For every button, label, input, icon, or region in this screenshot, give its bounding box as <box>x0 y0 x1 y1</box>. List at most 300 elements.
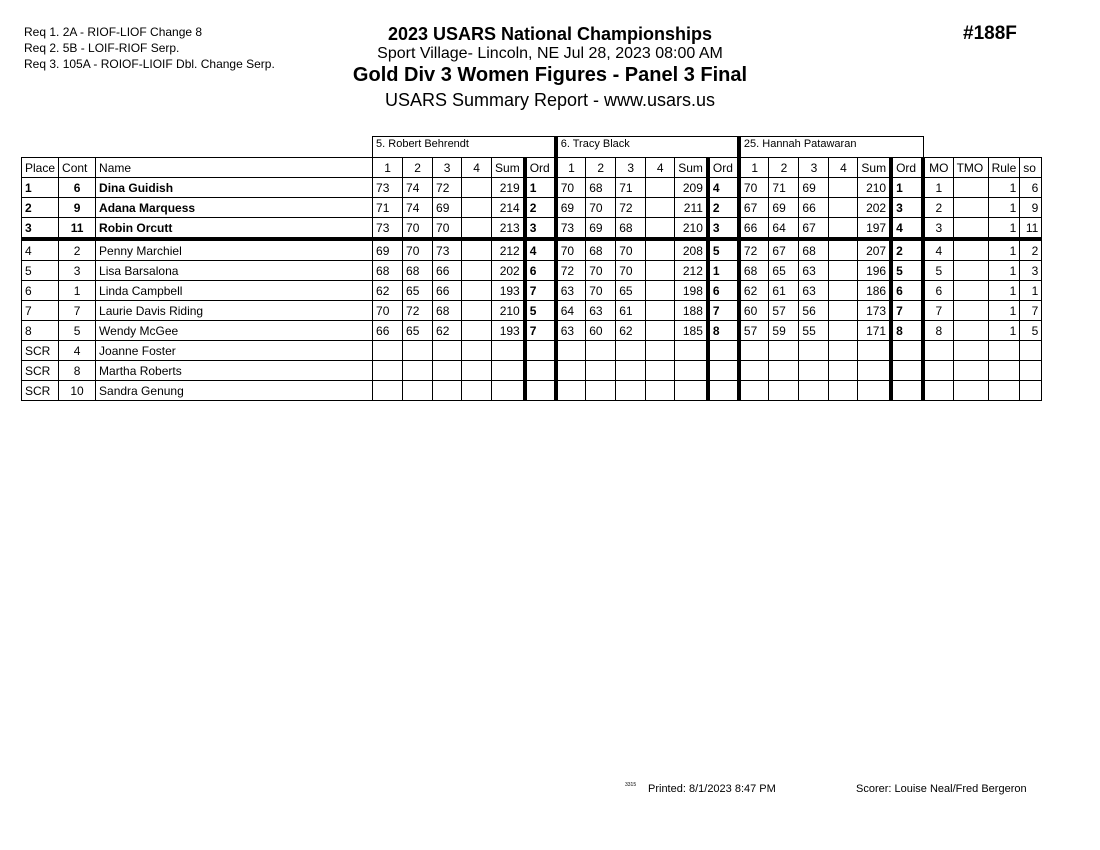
mo: 1 <box>923 178 953 198</box>
header-judge-col: Ord <box>525 158 556 178</box>
score: 66 <box>739 218 769 240</box>
score <box>829 198 858 218</box>
score: 57 <box>739 321 769 341</box>
so: 1 <box>1020 281 1042 301</box>
score <box>462 198 492 218</box>
cont: 2 <box>59 239 96 261</box>
header-place: Place <box>22 158 59 178</box>
place: 5 <box>22 261 59 281</box>
cont: 4 <box>59 341 96 361</box>
ordinal: 7 <box>891 301 923 321</box>
ordinal: 8 <box>891 321 923 341</box>
score <box>403 341 433 361</box>
rule: 1 <box>988 301 1020 321</box>
score-sum: 193 <box>492 321 525 341</box>
cont: 9 <box>59 198 96 218</box>
score <box>462 281 492 301</box>
ordinal <box>708 341 739 361</box>
score <box>646 178 675 198</box>
table-row <box>22 301 1042 321</box>
mo: 6 <box>923 281 953 301</box>
mo: 2 <box>923 198 953 218</box>
spacer <box>22 137 373 158</box>
ordinal: 4 <box>708 178 739 198</box>
so: 9 <box>1020 198 1042 218</box>
skater-name: Wendy McGee <box>96 321 373 341</box>
score-sum: 193 <box>492 281 525 301</box>
report-title: 2023 USARS National Championships <box>387 24 713 44</box>
requirement-1: Req 1. 2A - RIOF-LIOF Change 8 <box>24 25 203 39</box>
requirement-2: Req 2. 5B - LOIF-RIOF Serp. <box>24 41 180 55</box>
score <box>829 261 858 281</box>
score <box>769 341 799 361</box>
mo: 7 <box>923 301 953 321</box>
score <box>829 301 858 321</box>
ordinal: 4 <box>891 218 923 240</box>
tmo <box>953 301 988 321</box>
judge-header-row <box>22 137 1042 158</box>
rule: 1 <box>988 321 1020 341</box>
event-name: Gold Div 3 Women Figures - Panel 3 Final <box>352 64 748 86</box>
place: SCR <box>22 341 59 361</box>
rule <box>988 361 1020 381</box>
score: 69 <box>799 178 829 198</box>
rule <box>988 381 1020 401</box>
ordinal: 5 <box>525 301 556 321</box>
ordinal: 1 <box>525 178 556 198</box>
score <box>462 381 492 401</box>
score: 62 <box>616 321 646 341</box>
header-judge-col: 1 <box>739 158 769 178</box>
score-sum: 171 <box>858 321 891 341</box>
score: 70 <box>556 239 586 261</box>
so <box>1020 341 1042 361</box>
score: 72 <box>616 198 646 218</box>
score: 74 <box>403 178 433 198</box>
place: 8 <box>22 321 59 341</box>
header-judge-col: 3 <box>616 158 646 178</box>
place: SCR <box>22 381 59 401</box>
ordinal <box>525 341 556 361</box>
score: 66 <box>433 281 462 301</box>
score: 66 <box>433 261 462 281</box>
score-sum <box>858 341 891 361</box>
mo: 4 <box>923 239 953 261</box>
score: 63 <box>799 261 829 281</box>
score: 68 <box>799 239 829 261</box>
header-judge-col: 2 <box>586 158 616 178</box>
score-sum: 212 <box>492 239 525 261</box>
score <box>769 381 799 401</box>
tmo <box>953 361 988 381</box>
score <box>829 341 858 361</box>
score <box>586 381 616 401</box>
rule: 1 <box>988 198 1020 218</box>
tmo <box>953 261 988 281</box>
header-judge-col: 2 <box>769 158 799 178</box>
score: 73 <box>556 218 586 240</box>
header-judge-col: Sum <box>675 158 708 178</box>
score: 72 <box>403 301 433 321</box>
score-sum: 196 <box>858 261 891 281</box>
skater-name: Martha Roberts <box>96 361 373 381</box>
score <box>373 361 403 381</box>
score <box>462 178 492 198</box>
skater-name: Lisa Barsalona <box>96 261 373 281</box>
score <box>462 341 492 361</box>
ordinal <box>708 361 739 381</box>
table-row <box>22 178 1042 198</box>
score <box>433 361 462 381</box>
score: 73 <box>373 218 403 240</box>
mo <box>923 341 953 361</box>
mo: 8 <box>923 321 953 341</box>
score-sum: 185 <box>675 321 708 341</box>
tmo <box>953 381 988 401</box>
score <box>616 381 646 401</box>
score <box>769 361 799 381</box>
score: 65 <box>616 281 646 301</box>
score: 71 <box>769 178 799 198</box>
cont: 5 <box>59 321 96 341</box>
cont: 7 <box>59 301 96 321</box>
score <box>829 321 858 341</box>
score-sum: 207 <box>858 239 891 261</box>
score: 60 <box>586 321 616 341</box>
mo <box>923 361 953 381</box>
score: 70 <box>586 281 616 301</box>
ordinal: 1 <box>708 261 739 281</box>
place: SCR <box>22 361 59 381</box>
table-row <box>22 198 1042 218</box>
score <box>403 361 433 381</box>
skater-name: Robin Orcutt <box>96 218 373 240</box>
score-sum: 186 <box>858 281 891 301</box>
table-row <box>22 218 1042 240</box>
ordinal <box>708 381 739 401</box>
rule <box>988 341 1020 361</box>
score: 70 <box>433 218 462 240</box>
score <box>799 341 829 361</box>
table-row <box>22 321 1042 341</box>
score <box>373 381 403 401</box>
so: 3 <box>1020 261 1042 281</box>
header-cont: Cont <box>59 158 96 178</box>
score-sum <box>675 361 708 381</box>
header-judge-col: Sum <box>492 158 525 178</box>
so: 6 <box>1020 178 1042 198</box>
score: 65 <box>769 261 799 281</box>
header-judge-col: 4 <box>646 158 675 178</box>
so: 7 <box>1020 301 1042 321</box>
score <box>646 321 675 341</box>
score <box>646 361 675 381</box>
score <box>739 341 769 361</box>
ordinal <box>525 381 556 401</box>
score: 70 <box>403 239 433 261</box>
cont: 6 <box>59 178 96 198</box>
ordinal: 6 <box>891 281 923 301</box>
score <box>403 381 433 401</box>
tmo <box>953 239 988 261</box>
place: 2 <box>22 198 59 218</box>
header-so: so <box>1020 158 1042 178</box>
table-row <box>22 281 1042 301</box>
score <box>829 178 858 198</box>
score: 65 <box>403 281 433 301</box>
skater-name: Sandra Genung <box>96 381 373 401</box>
score <box>646 381 675 401</box>
header-rule: Rule <box>988 158 1020 178</box>
ordinal: 5 <box>708 239 739 261</box>
score <box>646 281 675 301</box>
cont: 10 <box>59 381 96 401</box>
table-row <box>22 239 1042 261</box>
score: 69 <box>769 198 799 218</box>
so <box>1020 361 1042 381</box>
cont: 11 <box>59 218 96 240</box>
scorer: Scorer: Louise Neal/Fred Bergeron <box>856 783 1027 795</box>
judge-name: 25. Hannah Patawaran <box>739 137 923 158</box>
so: 11 <box>1020 218 1042 240</box>
ordinal: 6 <box>525 261 556 281</box>
score: 71 <box>616 178 646 198</box>
ordinal: 8 <box>708 321 739 341</box>
score: 66 <box>373 321 403 341</box>
score <box>646 198 675 218</box>
score <box>462 301 492 321</box>
score: 70 <box>616 261 646 281</box>
ordinal: 7 <box>525 281 556 301</box>
so: 5 <box>1020 321 1042 341</box>
rule: 1 <box>988 281 1020 301</box>
score-sum: 210 <box>675 218 708 240</box>
score <box>556 381 586 401</box>
ordinal: 5 <box>891 261 923 281</box>
score: 68 <box>739 261 769 281</box>
score: 68 <box>616 218 646 240</box>
score: 66 <box>799 198 829 218</box>
place: 1 <box>22 178 59 198</box>
score-sum: 210 <box>858 178 891 198</box>
score <box>586 341 616 361</box>
score <box>829 281 858 301</box>
score <box>829 239 858 261</box>
report-subtitle: USARS Summary Report - www.usars.us <box>384 90 716 110</box>
printed-date: Printed: 8/1/2023 8:47 PM <box>648 783 776 795</box>
score <box>462 218 492 240</box>
skater-name: Linda Campbell <box>96 281 373 301</box>
spacer <box>923 137 1042 158</box>
score-sum: 198 <box>675 281 708 301</box>
rule: 1 <box>988 178 1020 198</box>
score <box>799 361 829 381</box>
score <box>646 218 675 240</box>
ordinal: 2 <box>525 198 556 218</box>
score-sum <box>492 381 525 401</box>
score <box>433 381 462 401</box>
score <box>646 341 675 361</box>
score: 69 <box>556 198 586 218</box>
header-name: Name <box>96 158 373 178</box>
score: 74 <box>403 198 433 218</box>
score-sum: 208 <box>675 239 708 261</box>
header-judge-col: 3 <box>799 158 829 178</box>
skater-name: Adana Marquess <box>96 198 373 218</box>
place: 3 <box>22 218 59 240</box>
score <box>616 341 646 361</box>
requirement-3: Req 3. 105A - ROIOF-LIOIF Dbl. Change Serp. <box>24 57 275 71</box>
table-row <box>22 341 1042 361</box>
score-sum: 210 <box>492 301 525 321</box>
score <box>646 301 675 321</box>
header-judge-col: 1 <box>373 158 403 178</box>
table-row <box>22 261 1042 281</box>
header-judge-col: Sum <box>858 158 891 178</box>
judge-name: 5. Robert Behrendt <box>373 137 556 158</box>
header-judge-col: 4 <box>829 158 858 178</box>
ordinal: 7 <box>708 301 739 321</box>
cont: 3 <box>59 261 96 281</box>
score <box>433 341 462 361</box>
event-number: #188F <box>963 23 1017 44</box>
score <box>373 341 403 361</box>
score: 62 <box>739 281 769 301</box>
score <box>799 381 829 401</box>
ordinal: 6 <box>708 281 739 301</box>
score: 67 <box>799 218 829 240</box>
score <box>462 361 492 381</box>
score: 63 <box>799 281 829 301</box>
ordinal <box>891 361 923 381</box>
ordinal: 1 <box>891 178 923 198</box>
cont: 8 <box>59 361 96 381</box>
score-sum: 212 <box>675 261 708 281</box>
tmo <box>953 218 988 240</box>
mo <box>923 381 953 401</box>
score-sum: 219 <box>492 178 525 198</box>
ordinal: 7 <box>525 321 556 341</box>
score <box>462 239 492 261</box>
results-table <box>21 136 1042 401</box>
score: 70 <box>403 218 433 240</box>
header-judge-col: 1 <box>556 158 586 178</box>
score-sum: 211 <box>675 198 708 218</box>
score <box>739 361 769 381</box>
tmo <box>953 281 988 301</box>
score: 63 <box>556 281 586 301</box>
score: 63 <box>586 301 616 321</box>
score: 68 <box>586 178 616 198</box>
score: 62 <box>373 281 403 301</box>
score: 69 <box>586 218 616 240</box>
skater-name: Penny Marchiel <box>96 239 373 261</box>
tmo <box>953 321 988 341</box>
ordinal: 2 <box>891 239 923 261</box>
score: 67 <box>769 239 799 261</box>
cont: 1 <box>59 281 96 301</box>
score-sum: 202 <box>858 198 891 218</box>
score <box>646 239 675 261</box>
score: 70 <box>586 198 616 218</box>
header-mo: MO <box>923 158 953 178</box>
so: 2 <box>1020 239 1042 261</box>
score <box>829 381 858 401</box>
score: 60 <box>739 301 769 321</box>
score: 59 <box>769 321 799 341</box>
rule: 1 <box>988 261 1020 281</box>
place: 4 <box>22 239 59 261</box>
score: 68 <box>403 261 433 281</box>
score <box>586 361 616 381</box>
score: 73 <box>373 178 403 198</box>
ordinal: 4 <box>525 239 556 261</box>
score: 56 <box>799 301 829 321</box>
score <box>616 361 646 381</box>
ordinal: 3 <box>891 198 923 218</box>
score: 68 <box>586 239 616 261</box>
skater-name: Laurie Davis Riding <box>96 301 373 321</box>
table-row <box>22 381 1042 401</box>
header-judge-col: 4 <box>462 158 492 178</box>
score: 65 <box>403 321 433 341</box>
tmo <box>953 341 988 361</box>
table-row <box>22 361 1042 381</box>
score: 55 <box>799 321 829 341</box>
header-judge-col: 3 <box>433 158 462 178</box>
score: 70 <box>556 178 586 198</box>
event-location: Sport Village- Lincoln, NE Jul 28, 2023 08:00 AM <box>377 45 723 62</box>
score: 69 <box>433 198 462 218</box>
score <box>462 321 492 341</box>
score-sum <box>675 381 708 401</box>
score-sum: 213 <box>492 218 525 240</box>
score: 64 <box>769 218 799 240</box>
ordinal: 3 <box>525 218 556 240</box>
score-sum: 188 <box>675 301 708 321</box>
score: 67 <box>739 198 769 218</box>
score: 73 <box>433 239 462 261</box>
tmo <box>953 198 988 218</box>
score <box>829 361 858 381</box>
score-sum <box>492 361 525 381</box>
score-sum <box>675 341 708 361</box>
score: 63 <box>556 321 586 341</box>
score: 68 <box>373 261 403 281</box>
rule: 1 <box>988 239 1020 261</box>
score <box>556 361 586 381</box>
score-sum: 214 <box>492 198 525 218</box>
skater-name: Dina Guidish <box>96 178 373 198</box>
column-header-row <box>22 158 1042 178</box>
score: 69 <box>373 239 403 261</box>
rule: 1 <box>988 218 1020 240</box>
place: 7 <box>22 301 59 321</box>
score: 71 <box>373 198 403 218</box>
score: 70 <box>616 239 646 261</box>
score-sum <box>858 361 891 381</box>
score: 61 <box>616 301 646 321</box>
header-tmo: TMO <box>953 158 988 178</box>
score: 70 <box>586 261 616 281</box>
score <box>739 381 769 401</box>
score <box>646 261 675 281</box>
score-sum: 197 <box>858 218 891 240</box>
score <box>556 341 586 361</box>
score: 72 <box>739 239 769 261</box>
score: 70 <box>373 301 403 321</box>
score: 61 <box>769 281 799 301</box>
